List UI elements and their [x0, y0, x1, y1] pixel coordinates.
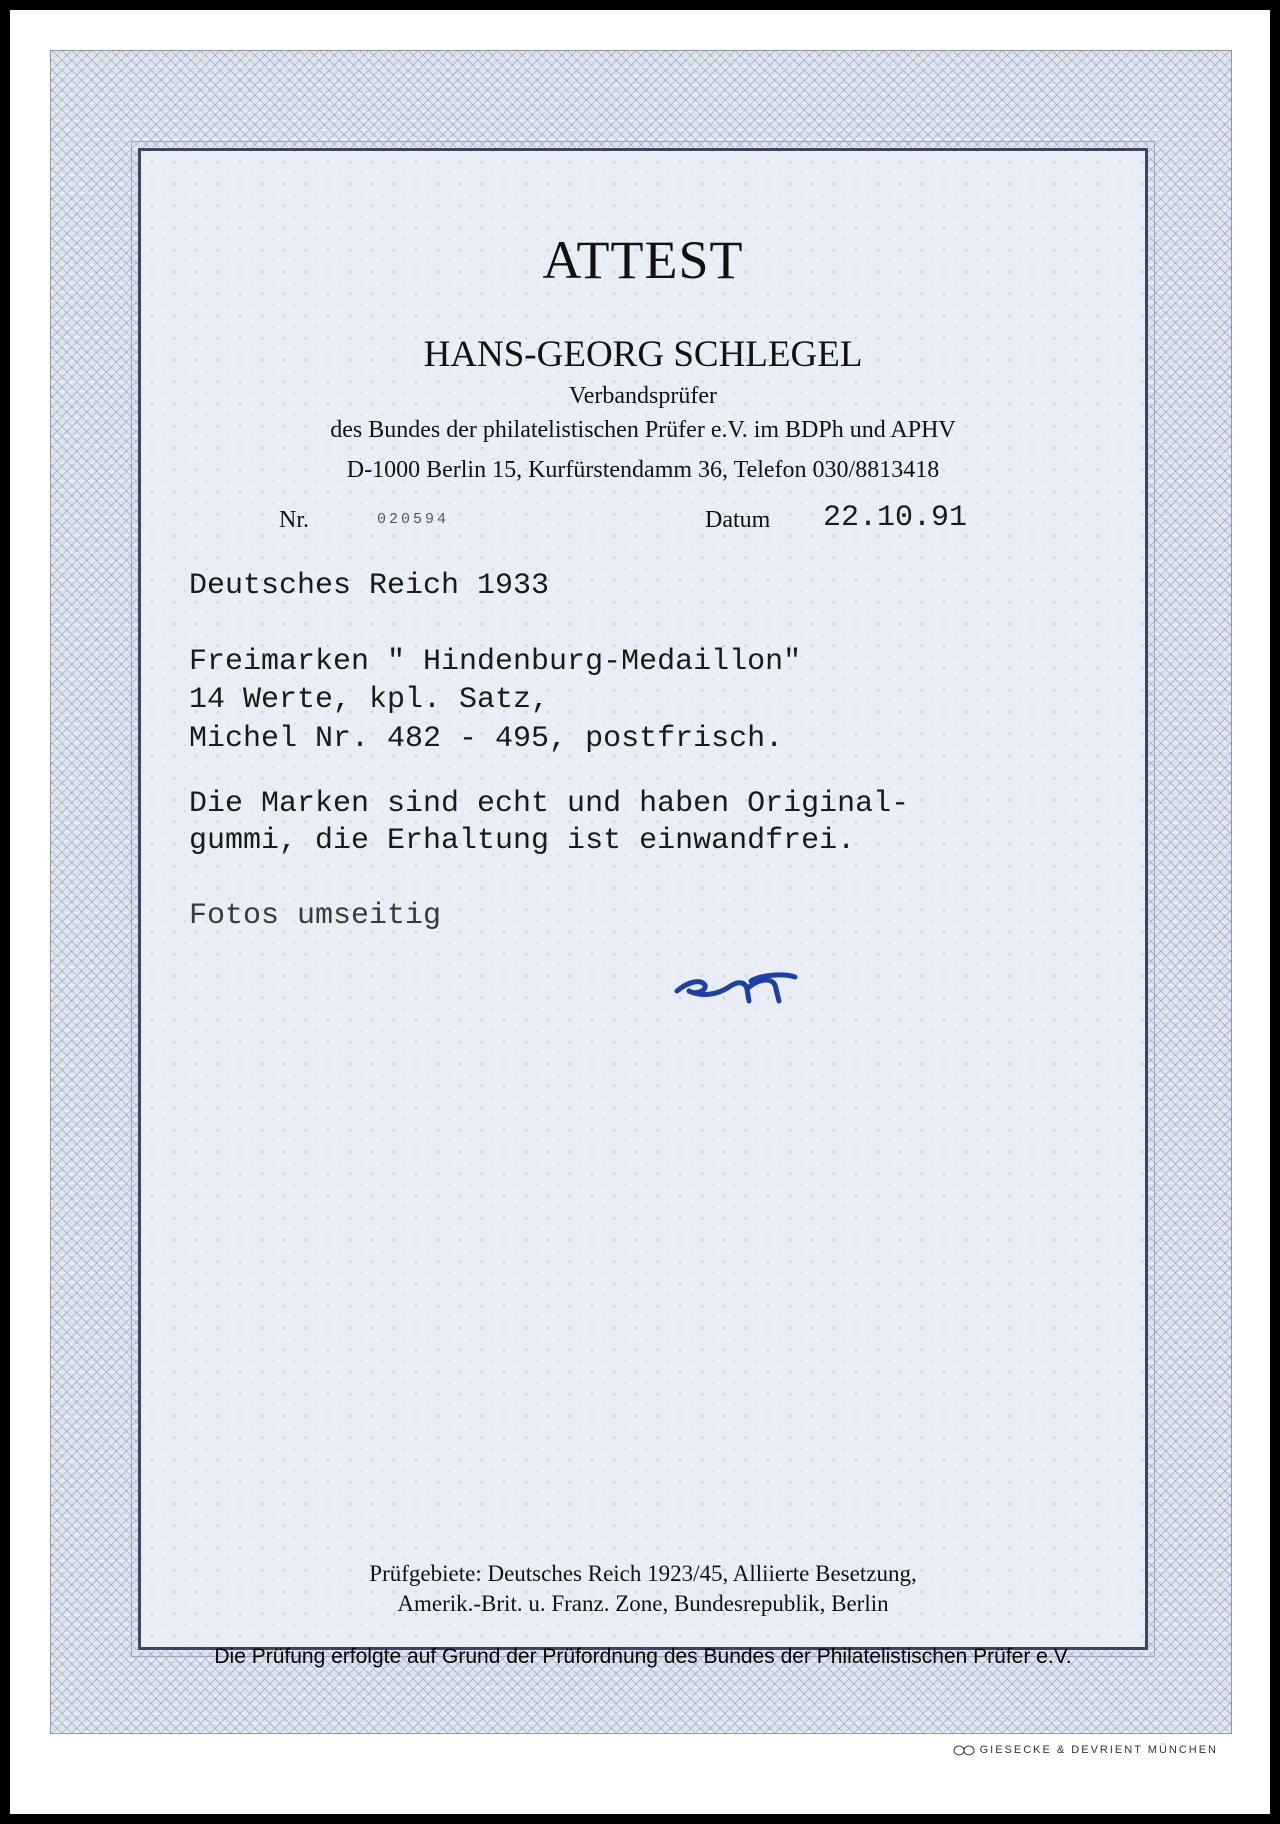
examiner-role: Verbandsprüfer: [569, 383, 717, 409]
attest-line-verdict-2: gummi, die Erhaltung ist einwandfrei.: [189, 824, 856, 858]
attest-line-photos: Fotos umseitig: [189, 899, 442, 933]
examiner-name: HANS-GEORG SCHLEGEL: [423, 334, 863, 375]
expert-fields-line-2: Amerik.-Brit. u. Franz. Zone, Bundesrepublik, Berlin: [397, 1591, 889, 1616]
examiner-signature: [671, 951, 811, 1011]
printer-logo-icon: [953, 1745, 975, 1756]
printer-imprint: [953, 1744, 1218, 1756]
certificate-number-label: Nr.: [279, 507, 309, 533]
date-value: 22.10.91: [823, 501, 968, 535]
certificate-number-value: 020594: [377, 511, 450, 528]
certificate-panel: [138, 148, 1148, 1668]
printer-imprint-text: GIESECKE & DEVRIENT MÜNCHEN: [979, 1744, 1218, 1756]
attest-line-values: 14 Werte, kpl. Satz,: [189, 683, 550, 717]
examiner-address: D-1000 Berlin 15, Kurfürstendamm 36, Telefon 030/8813418: [346, 457, 940, 483]
regulation-note: Die Prüfung erfolgte auf Grund der Prüfordnung des Bundes der Philatelistischen Prüfer e.V.: [214, 1645, 1072, 1668]
date-label: Datum: [705, 507, 771, 533]
examiner-association: des Bundes der philatelistischen Prüfer e.V. im BDPh und APHV: [330, 417, 956, 443]
attest-line-catalogue: Michel Nr. 482 - 495, postfrisch.: [189, 722, 784, 756]
certificate-sheet: [10, 10, 1270, 1814]
attest-line-series: Freimarken " Hindenburg-Medaillon": [189, 645, 802, 679]
attest-line-verdict-1: Die Marken sind echt und haben Original-: [189, 787, 910, 821]
certificate-title: ATTEST: [542, 230, 744, 290]
expert-fields-line-1: Prüfgebiete: Deutsches Reich 1923/45, Alliierte Besetzung,: [369, 1561, 917, 1586]
attest-line-issue: Deutsches Reich 1933: [189, 569, 550, 603]
